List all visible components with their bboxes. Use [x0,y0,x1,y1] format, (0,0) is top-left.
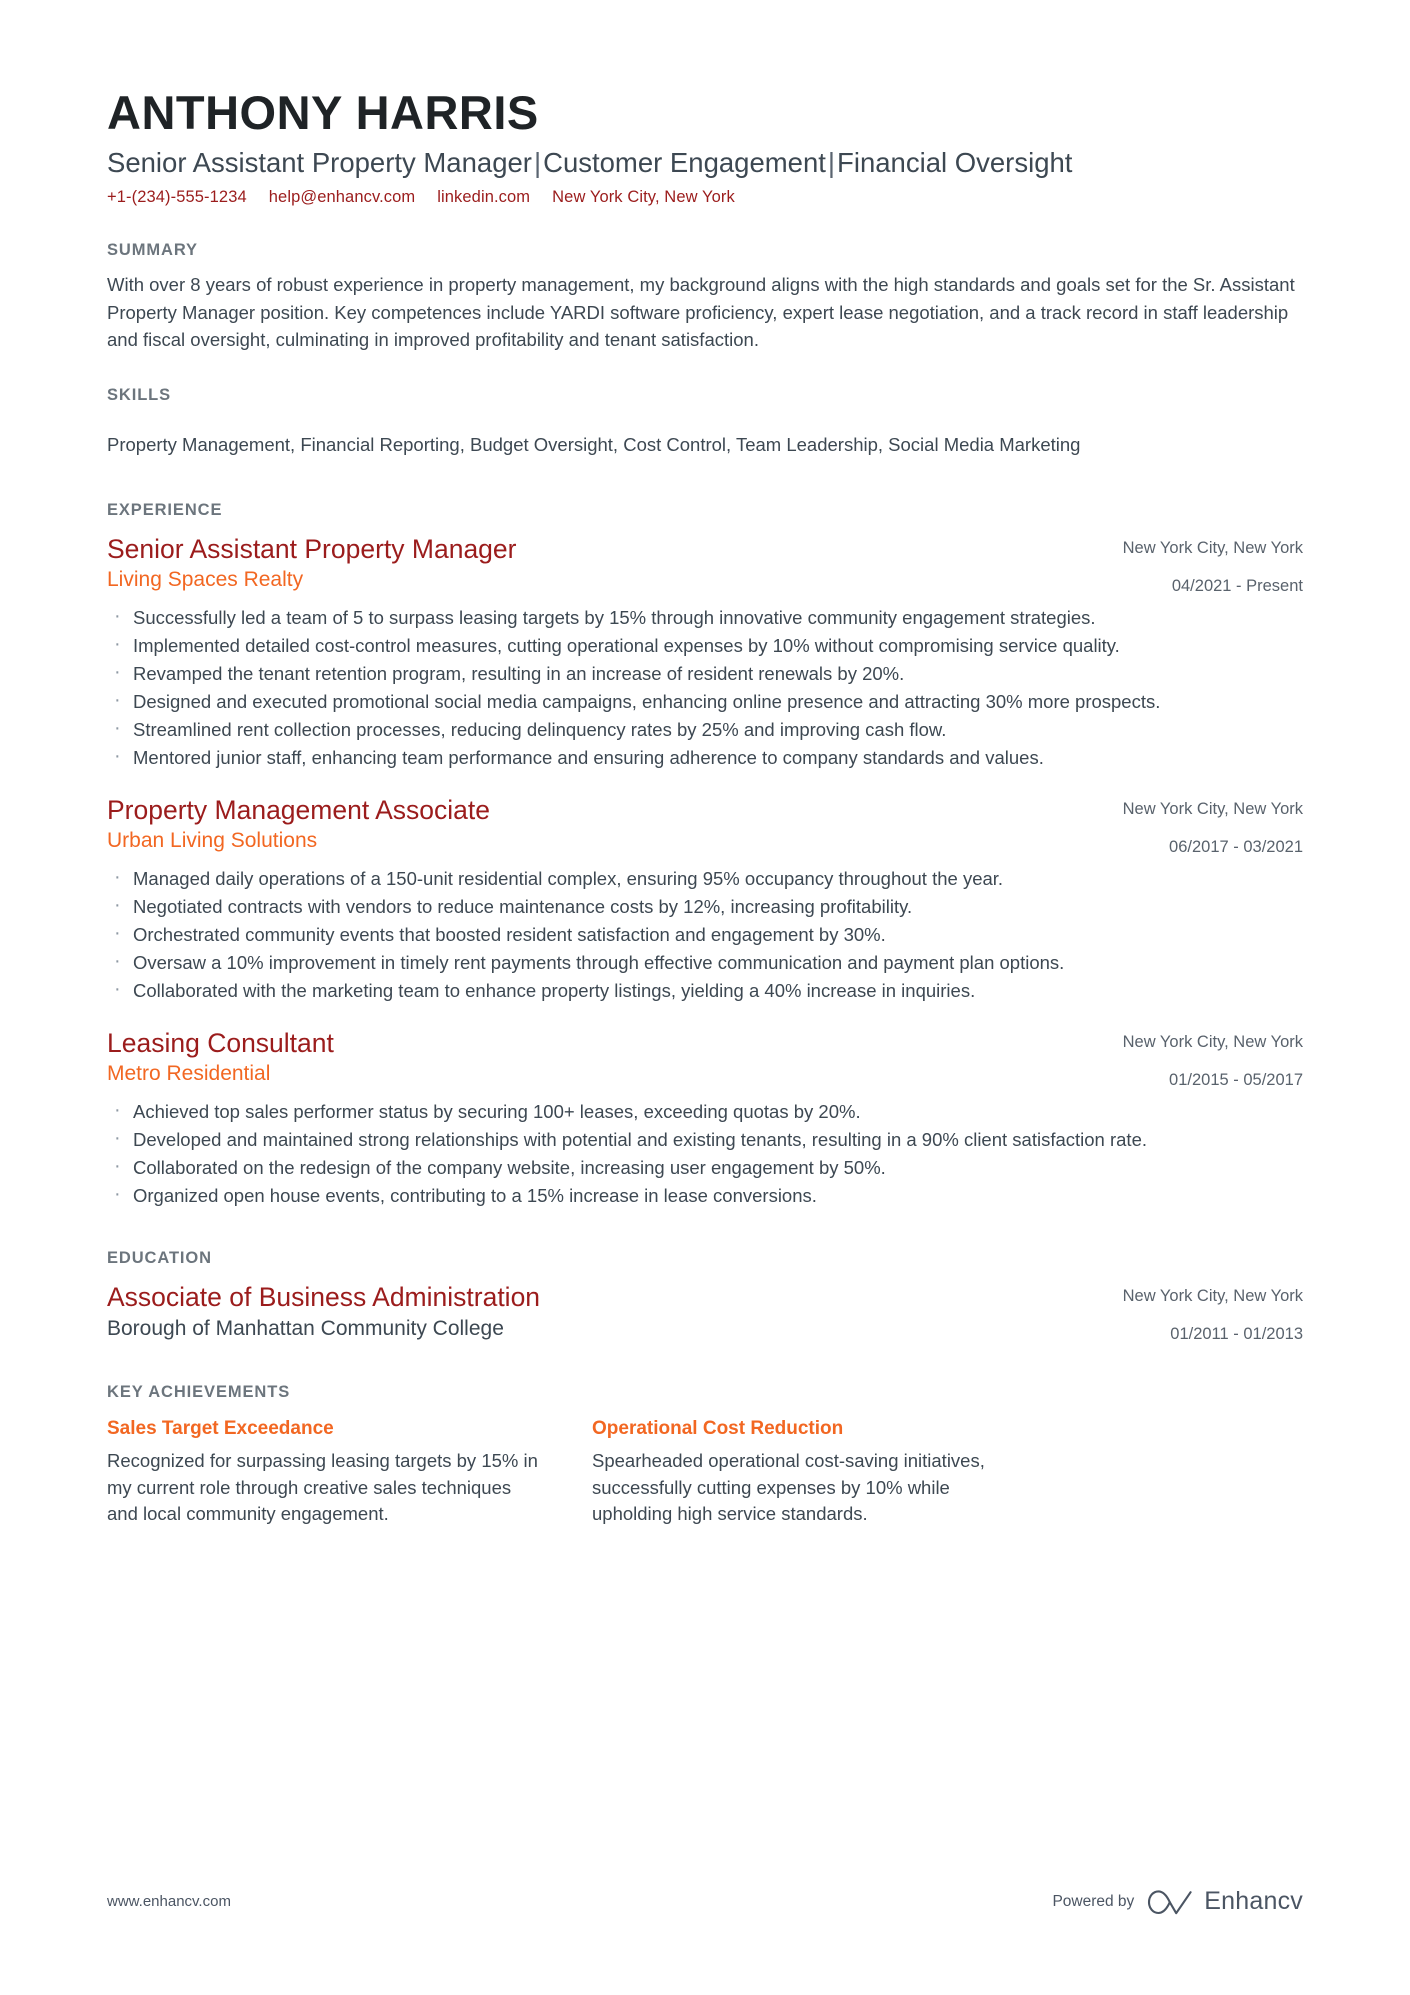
headline-separator-1: | [533,147,542,179]
key-achievement-description: Recognized for surpassing leasing targets by 15% in my current role through creative sales techniques and local community engagement. [107,1449,538,1525]
education-entry [107,1282,1303,1343]
experience-entry [107,1028,1303,1209]
enhancv-logo-icon [1147,1888,1193,1916]
key-achievement-title: Sales Target Exceedance [107,1417,334,1439]
candidate-headline [107,146,1303,180]
experience-entry-left [107,1028,1099,1087]
key-achievements-section [107,1383,1303,1528]
experience-entry-meta [1123,795,1303,856]
summary-text: With over 8 years of robust experience in property management, my background aligns with the high standards and goals set for the Sr. Assistant Property Manager position. Key competences include YARDI software proficiency, expert lease negotiation, and a track record in staff leadership and fiscal oversight, culminating in improved profitability and tenant satisfaction. [107,273,1295,351]
experience-company: Metro Residential [107,1061,271,1085]
experience-bullet: · Negotiated contracts with vendors to reduce maintenance costs by 12%, increasing profitability. [107,893,1303,920]
headline-part-1: Senior Assistant Property Manager [107,147,532,179]
experience-bullet: · Achieved top sales performer status by securing 100+ leases, exceeding quotas by 20%. [107,1098,1303,1125]
key-achievements-grid [107,1418,1303,1528]
experience-dates: 01/2015 - 05/2017 [1169,1071,1303,1090]
experience-bullet: · Revamped the tenant retention program, resulting in an increase of resident renewals by 20%. [107,660,1303,687]
headline-separator-2: | [827,147,836,179]
skills-section [107,386,1303,459]
education-entry-head [107,1282,1303,1343]
enhancv-brand-name: Enhancv [1204,1887,1303,1915]
experience-bullet-list [107,604,1303,771]
experience-bullet: · Oversaw a 10% improvement in timely rent payments through effective communication and payment plan options. [107,949,1303,976]
experience-entry-head [107,1028,1303,1089]
experience-entry [107,534,1303,771]
contact-linkedin[interactable]: linkedin.com [437,187,531,206]
experience-bullet: · Collaborated with the marketing team to enhance property listings, yielding a 40% increase in inquiries. [107,977,1303,1004]
summary-section [107,241,1303,354]
experience-section [107,501,1303,1209]
experience-bullet-list [107,1098,1303,1209]
education-degree: Associate of Business Administration [107,1281,541,1312]
experience-bullet: · Orchestrated community events that boosted resident satisfaction and engagement by 30%. [107,921,1303,948]
experience-bullet: · Organized open house events, contributing to a 15% increase in lease conversions. [107,1182,1303,1209]
experience-job-title: Leasing Consultant [107,1027,334,1058]
contact-location: New York City, New York [552,187,735,206]
experience-entry-meta [1123,534,1303,595]
contact-email[interactable]: help@enhancv.com [268,187,416,206]
powered-by-label: Powered by [1052,1892,1135,1910]
experience-entry [107,795,1303,1004]
summary-heading: SUMMARY [107,240,198,259]
experience-entry-head [107,534,1303,595]
education-entry-left [107,1282,1099,1342]
experience-entry-left [107,795,1099,854]
experience-dates: 06/2017 - 03/2021 [1169,838,1303,857]
education-section [107,1249,1303,1343]
key-achievement-title: Operational Cost Reduction [592,1417,844,1439]
experience-dates: 04/2021 - Present [1171,577,1303,596]
experience-bullet: · Managed daily operations of a 150-unit residential complex, ensuring 95% occupancy throughout the year. [107,865,1303,892]
key-achievements-heading: KEY ACHIEVEMENTS [107,1382,291,1401]
experience-bullet: · Developed and maintained strong relationships with potential and existing tenants, resulting in a 90% client satisfaction rate. [107,1126,1303,1153]
education-heading: EDUCATION [107,1248,212,1267]
experience-bullet: · Streamlined rent collection processes, reducing delinquency rates by 25% and improving cash flow. [107,716,1303,743]
experience-bullet-list [107,865,1303,1004]
headline-part-3: Financial Oversight [837,147,1073,179]
key-achievement-description: Spearheaded operational cost-saving initiatives, successfully cutting expenses by 10% while upholding high service standards. [592,1449,985,1525]
key-achievement-item [107,1418,539,1528]
experience-location: New York City, New York [1122,538,1303,557]
contact-row [107,188,1303,207]
education-dates: 01/2011 - 01/2013 [1170,1325,1303,1344]
experience-entry-meta [1123,1028,1303,1089]
key-achievement-item [592,1418,1024,1528]
skills-list: Property Management, Financial Reporting, Budget Oversight, Cost Control, Team Leadership, Social Media Marketing [107,434,1081,456]
resume-footer [107,1887,1303,1916]
experience-location: New York City, New York [1122,1032,1303,1051]
experience-job-title: Property Management Associate [107,794,490,825]
education-school: Borough of Manhattan Community College [107,1316,504,1340]
experience-location: New York City, New York [1122,799,1303,818]
experience-bullet: · Implemented detailed cost-control measures, cutting operational expenses by 10% without compromising service quality. [107,632,1303,659]
candidate-name: ANTHONY HARRIS [107,86,539,139]
experience-bullet: · Collaborated on the redesign of the company website, increasing user engagement by 50%. [107,1154,1303,1181]
education-entry-meta [1123,1282,1303,1343]
experience-heading: EXPERIENCE [107,500,223,519]
contact-phone[interactable]: +1-(234)-555-1234 [107,187,247,206]
enhancv-brand [1147,1887,1303,1916]
experience-bullet: · Designed and executed promotional social media campaigns, enhancing online presence and attracting 30% more prospects. [107,688,1303,715]
footer-brand-block [1052,1887,1303,1916]
experience-company: Urban Living Solutions [107,828,318,852]
resume-header [107,0,1303,207]
experience-company: Living Spaces Realty [107,567,304,591]
experience-entry-head [107,795,1303,856]
skills-heading: SKILLS [107,386,172,405]
experience-entry-left [107,534,1099,593]
footer-website-url[interactable]: www.enhancv.com [107,1893,231,1910]
education-location: New York City, New York [1122,1286,1303,1305]
experience-bullet: · Mentored junior staff, enhancing team performance and ensuring adherence to company standards and values. [107,744,1303,771]
experience-bullet: · Successfully led a team of 5 to surpass leasing targets by 15% through innovative community engagement strategies. [107,604,1303,631]
experience-job-title: Senior Assistant Property Manager [107,533,517,564]
headline-part-2: Customer Engagement [543,147,826,179]
